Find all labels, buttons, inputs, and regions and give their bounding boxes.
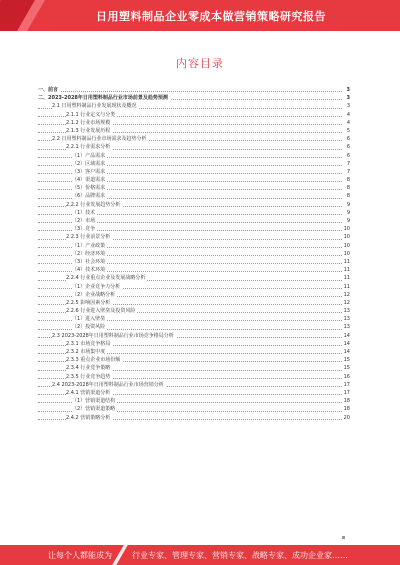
toc-entry-page: 18: [343, 406, 350, 413]
toc-entry[interactable]: [38, 307, 350, 315]
toc-entry-page: 17: [343, 389, 350, 396]
toc-entry-label: 2.2.3 行业前景分析: [66, 234, 111, 241]
toc-entry-label: 2.2.6 行业进入壁垒及投资风险: [66, 308, 136, 315]
toc-entry[interactable]: [38, 119, 350, 127]
toc-entry[interactable]: [38, 176, 350, 184]
toc-entry[interactable]: [38, 397, 350, 405]
toc-entry[interactable]: [38, 143, 350, 151]
toc-entry-page: 4: [346, 111, 350, 118]
toc-entry-label: （1）企业竞争力分析: [72, 283, 121, 290]
toc-entry-page: 7: [346, 160, 350, 167]
toc-entry[interactable]: [38, 258, 350, 266]
page-footer: [0, 545, 400, 565]
toc-entry-label: 二、2023-2028年日用塑料制品行业市场前景及趋势预测: [38, 95, 168, 102]
footer-slogan-left: 让每个人都能成为: [48, 551, 112, 560]
toc-entry[interactable]: [38, 323, 350, 331]
toc-entry-label: （4）渠道需求: [72, 177, 106, 184]
toc-entry-label: 2.3.1 市场竞争格局: [66, 340, 111, 347]
toc-entry-page: 10: [343, 250, 350, 257]
toc-entry-label: （4）技术环境: [72, 267, 106, 274]
toc-entry-label: （1）进入壁垒: [72, 316, 106, 323]
toc-entry-page: 8: [346, 193, 350, 200]
toc-entry-page: 14: [343, 332, 350, 339]
toc-entry[interactable]: [38, 274, 350, 282]
toc-entry[interactable]: [38, 102, 350, 110]
toc-entry-page: 9: [346, 209, 350, 216]
toc-entry[interactable]: [38, 373, 350, 381]
toc-entry[interactable]: [38, 209, 350, 217]
toc-entry-page: 6: [346, 144, 350, 151]
toc-entry[interactable]: [38, 201, 350, 209]
toc-entry[interactable]: [38, 86, 350, 94]
toc-entry-page: 13: [343, 324, 350, 331]
report-title: 日用塑料制品企业零成本做营销策略研究报告: [96, 10, 326, 23]
toc-entry-label: 2.3.5 行业竞争趋势: [66, 373, 111, 380]
toc-entry-page: 5: [346, 127, 350, 134]
toc-entry-page: 11: [343, 283, 350, 290]
toc-entry-page: 3: [346, 87, 350, 93]
toc-entry-label: （3）客户需求: [72, 168, 106, 175]
toc-entry-page: 3: [346, 103, 350, 110]
toc-entry-label: （1）技术: [72, 209, 96, 216]
toc-entry-page: 20: [343, 414, 350, 421]
toc-entry-page: 11: [343, 275, 350, 282]
footer-divider: [112, 545, 128, 565]
toc-entry-page: 13: [343, 308, 350, 315]
page-header: [0, 0, 400, 31]
toc-entry-label: 2.1 日用塑料制品行业发展现状及概况: [52, 103, 137, 110]
toc-entry-label: 2.4.1 营销渠道分析: [66, 389, 111, 396]
toc-entry-page: 3: [346, 95, 350, 102]
toc-entry-label: 2.3.4 行业竞争策略: [66, 365, 111, 372]
toc-entry[interactable]: [38, 127, 350, 135]
toc-entry[interactable]: [38, 340, 350, 348]
toc-entry-page: 11: [343, 267, 350, 274]
toc-entry[interactable]: [38, 356, 350, 364]
toc-entry-page: 9: [346, 218, 350, 224]
toc-entry[interactable]: [38, 152, 350, 160]
toc-entry-page: 12: [343, 291, 350, 298]
toc-entry-page: 10: [343, 234, 350, 241]
toc-entry[interactable]: [38, 315, 350, 323]
toc-entry-page: 10: [343, 226, 350, 233]
toc-entry-page: 15: [343, 365, 350, 372]
toc-entry[interactable]: [38, 291, 350, 299]
toc-entry-label: （2）营销渠道策略: [72, 406, 116, 413]
toc-entry-page: 6: [346, 152, 350, 159]
toc-entry-page: 10: [343, 242, 350, 249]
toc-entry-page: 14: [343, 349, 350, 355]
footer-slogan-right: 行业专家、管理专家、营销专家、战略专家、成功企业家……: [132, 551, 348, 560]
toc-entry-page: 16: [343, 373, 350, 380]
toc-entry-label: （1）产品需求: [72, 152, 106, 159]
toc-entry[interactable]: [38, 381, 350, 389]
toc-entry-label: （6）品牌需求: [72, 193, 106, 200]
toc-entry[interactable]: [38, 242, 350, 250]
toc-entry[interactable]: [38, 250, 350, 258]
toc-entry-page: 15: [343, 357, 350, 364]
toc-entry-label: 2.3.3 重点企业市场份额: [66, 357, 121, 364]
toc-entry[interactable]: [38, 405, 350, 413]
toc-entry-page: 4: [346, 119, 350, 126]
toc-entry-label: 2.3.2 市场集中度: [66, 349, 106, 355]
toc-entry[interactable]: [38, 364, 350, 372]
toc-entry[interactable]: [38, 160, 350, 168]
toc-entry[interactable]: [38, 389, 350, 397]
toc-entry-page: 12: [343, 299, 350, 306]
toc-entry-label: 2.2 日用塑料制品行业市场需求及趋势分析: [52, 136, 147, 143]
toc-entry-label: （2）经济环境: [72, 250, 106, 257]
toc-entry[interactable]: [38, 283, 350, 291]
toc-entry[interactable]: [38, 135, 350, 143]
toc-entry[interactable]: [38, 217, 350, 225]
page-marker: [342, 536, 345, 539]
toc-entry-label: 2.4 2023-2028年日用塑料制品行业市场营销分析: [52, 381, 164, 388]
toc-entry-label: （1）产业政策: [72, 242, 106, 249]
toc-entry-label: （2）区域需求: [72, 160, 106, 167]
toc-entry-label: 2.1.1 行业定义与分类: [66, 111, 116, 118]
toc-entry-label: 一、前言: [38, 87, 59, 93]
toc-entry-page: 17: [343, 381, 350, 388]
toc-entry-label: 2.3 2023-2028年日用塑料制品行业市场竞争格局分析: [52, 332, 174, 339]
toc-entry-label: （5）价格需求: [72, 185, 106, 192]
toc-entry-label: （3）竞争: [72, 226, 96, 233]
toc-entry-label: 2.4.2 营销策略分析: [66, 414, 111, 421]
toc-entry-label: （2）企业战略分析: [72, 291, 116, 298]
toc-entry[interactable]: [38, 266, 350, 274]
toc-entry-page: 18: [343, 398, 350, 405]
toc-entry-page: 13: [343, 316, 350, 323]
toc-entry[interactable]: [38, 233, 350, 241]
toc-entry-page: 11: [343, 258, 350, 265]
toc-entry[interactable]: [38, 348, 350, 356]
toc-entry-page: 8: [346, 177, 350, 184]
toc-heading: 内容目录: [176, 57, 224, 70]
toc-entry-page: 6: [346, 136, 350, 143]
toc-entry[interactable]: [38, 225, 350, 233]
toc-entry-page: 14: [343, 340, 350, 347]
toc-entry-page: 7: [346, 168, 350, 175]
toc-entry-label: 2.2.1 行业需求分析: [66, 144, 111, 151]
toc-entry-page: 9: [346, 201, 350, 208]
toc-entry[interactable]: [38, 94, 350, 102]
toc-entry[interactable]: [38, 111, 350, 119]
toc-entry[interactable]: [38, 192, 350, 200]
toc-entry-label: 2.2.4 行业重点企业及发展战略分析: [66, 275, 146, 282]
toc-entry-label: 2.2.2 行业发展趋势分析: [66, 201, 121, 208]
toc-entry-label: （2）市场: [72, 218, 96, 224]
toc-entry-label: （3）社会环境: [72, 258, 106, 265]
toc-entry[interactable]: [38, 332, 350, 340]
table-of-contents: [38, 86, 350, 422]
toc-entry[interactable]: [38, 299, 350, 307]
toc-entry-label: 2.1.2 行业市场规模: [66, 119, 111, 126]
toc-entry-page: 8: [346, 185, 350, 192]
toc-entry-label: （2）投资风险: [72, 324, 106, 331]
toc-entry[interactable]: [38, 184, 350, 192]
toc-entry[interactable]: [38, 168, 350, 176]
toc-entry-label: 2.2.5 影响因素分析: [66, 299, 111, 306]
toc-entry-label: （1）营销渠道结构: [72, 398, 116, 405]
toc-entry[interactable]: [38, 414, 350, 422]
toc-entry-label: 2.1.3 行业发展历程: [66, 127, 111, 134]
toc-leader: [38, 91, 342, 92]
